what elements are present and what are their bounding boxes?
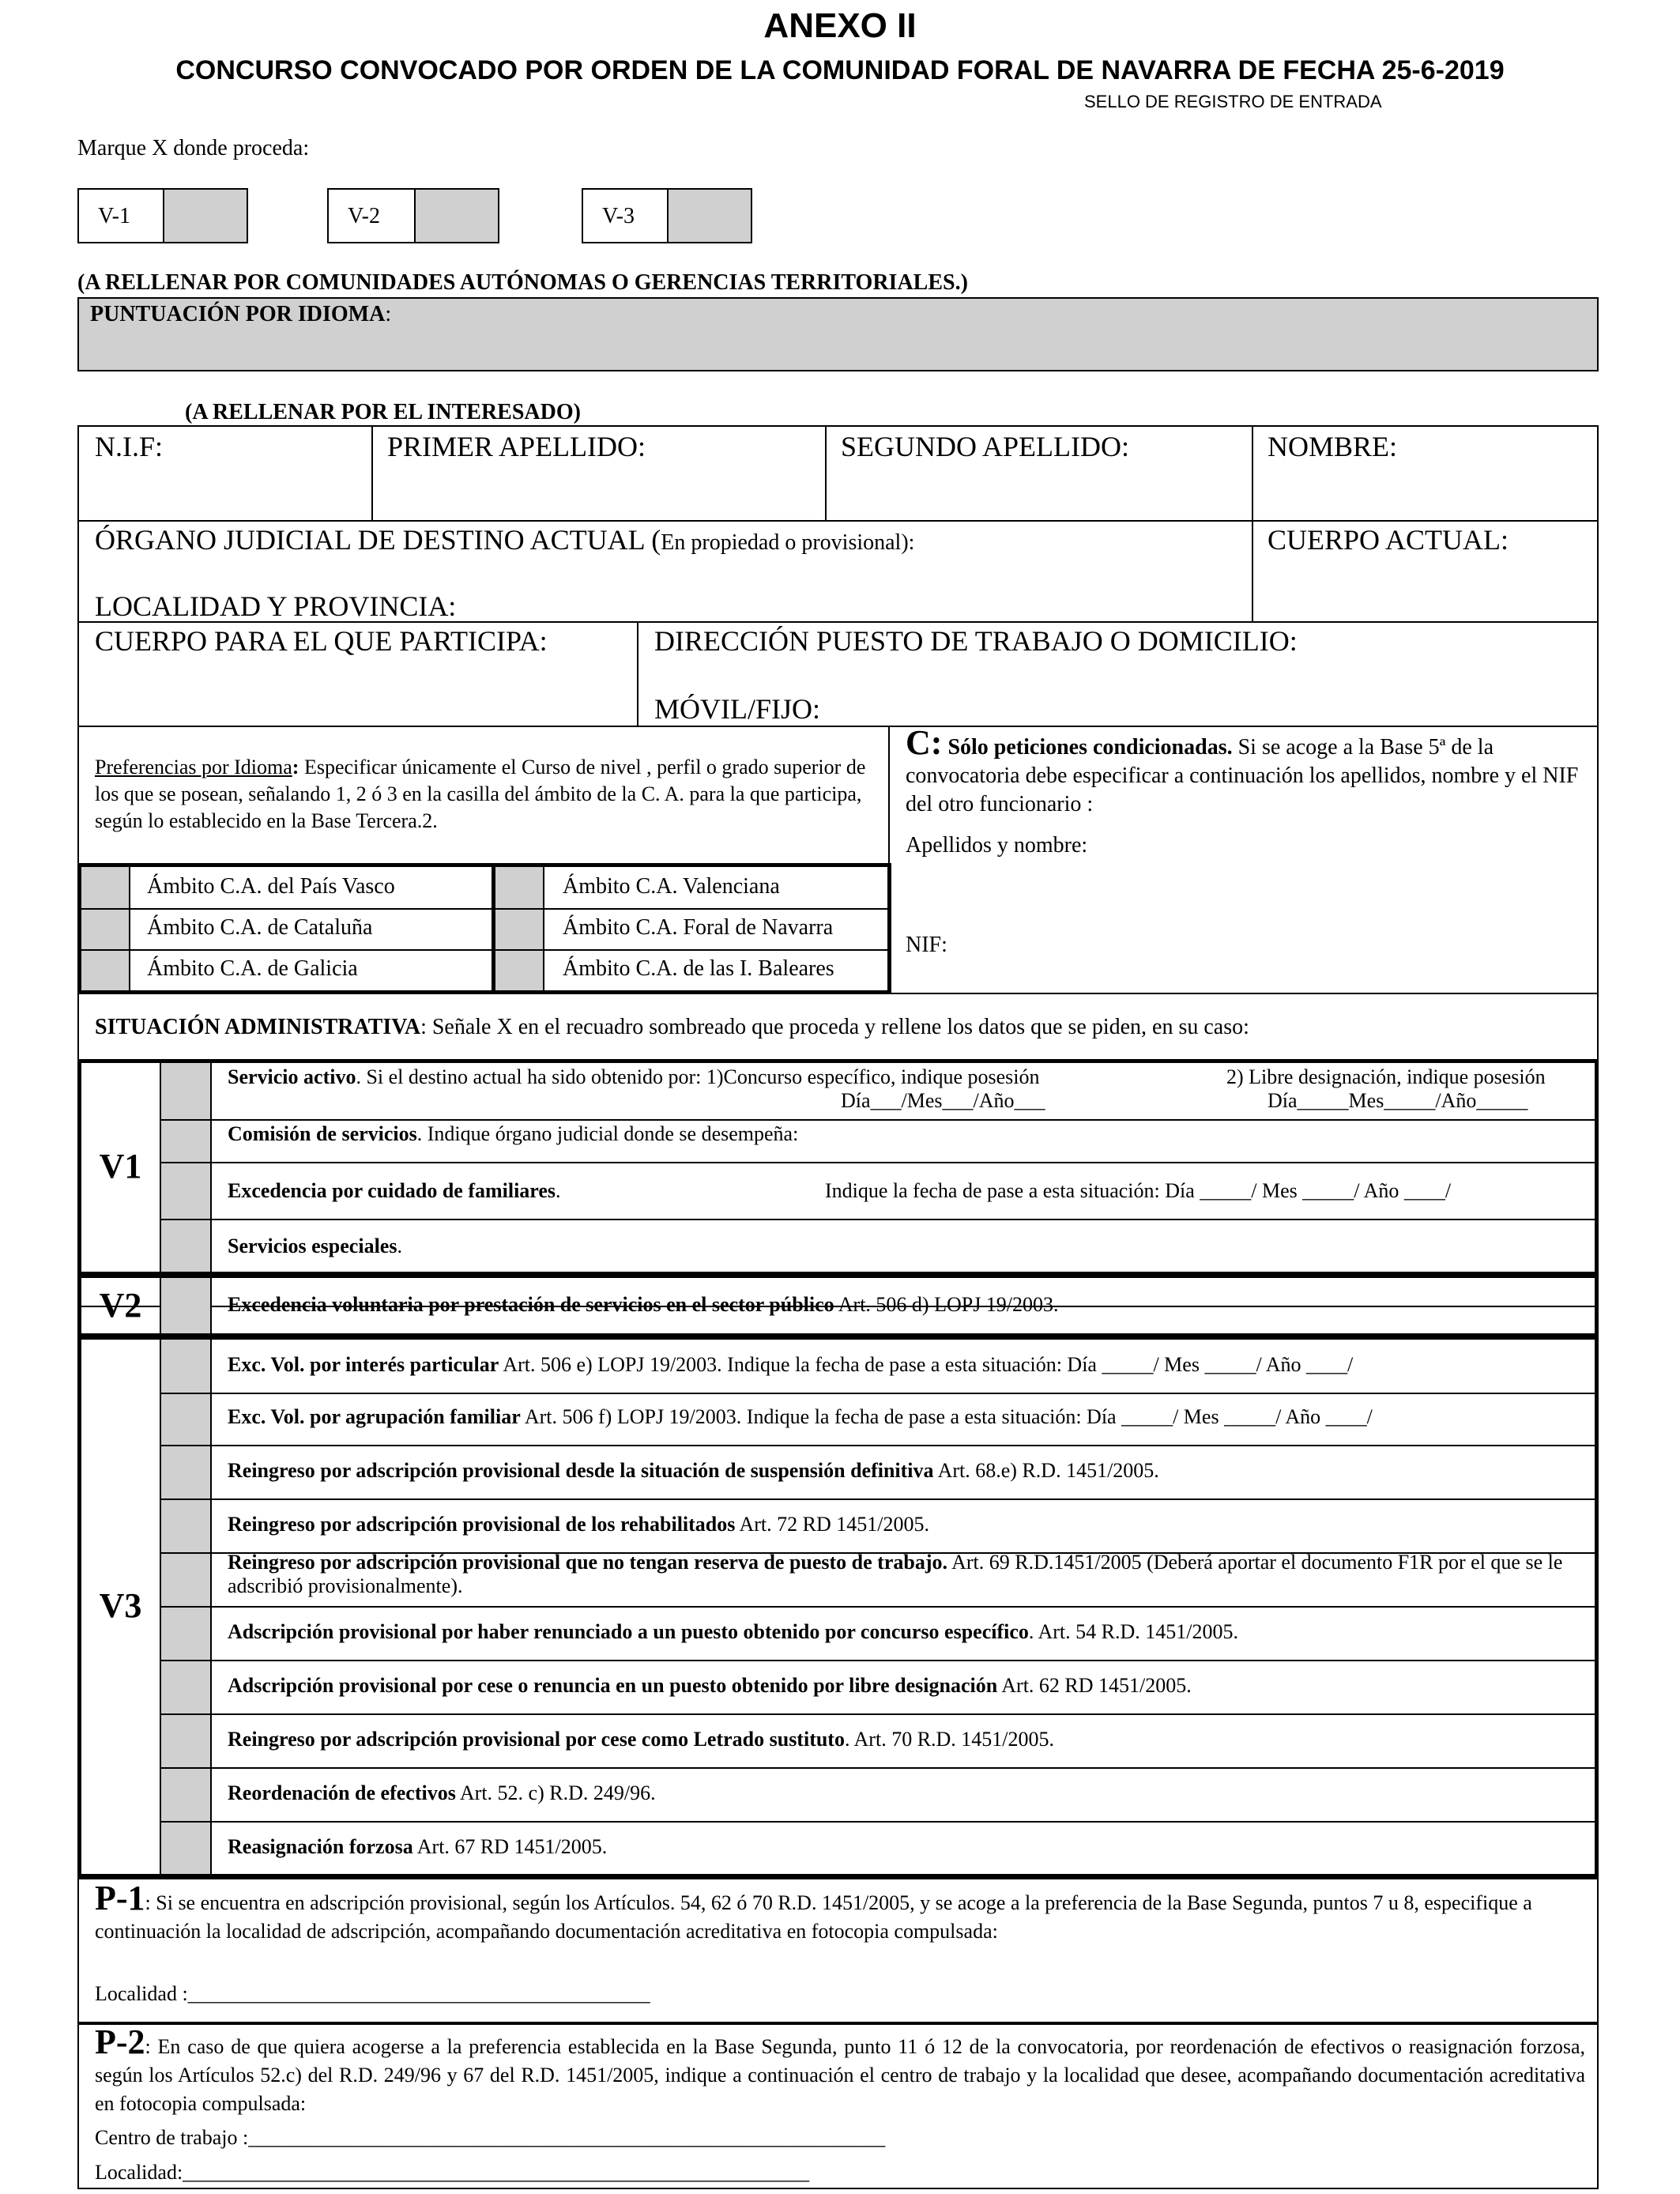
cuerpo-participa-input[interactable] [79, 661, 635, 726]
v3-option-text: Adscripción provisional por haber renunciado a un puesto obtenido por concurso específico. Art. 54 R.D. 1451/2005. [228, 1620, 1238, 1643]
v3-option-checkbox[interactable] [161, 1823, 210, 1874]
v3-option-checkbox[interactable] [161, 1554, 210, 1606]
ambito-pais-vasco-checkbox[interactable] [81, 867, 129, 908]
divider [825, 425, 827, 522]
p1-localidad-input[interactable] [204, 1979, 725, 2011]
v2-checkbox-label: V-2 [348, 204, 380, 228]
divider [161, 1119, 1595, 1121]
divider [161, 1445, 1595, 1446]
divider [161, 1393, 1595, 1394]
divider [161, 1767, 1595, 1769]
v3-option-checkbox[interactable] [161, 1715, 210, 1767]
ambito-label: Ámbito C.A. Foral de Navarra [563, 915, 834, 940]
cuerpo-actual-input[interactable] [1255, 558, 1596, 621]
v2-checkbox[interactable] [414, 190, 498, 242]
ambito-galicia-checkbox[interactable] [81, 951, 129, 990]
organo-label: ÓRGANO JUDICIAL DE DESTINO ACTUAL (En propiedad o provisional): [95, 524, 915, 556]
v3-option-text: Reingreso por adscripción provisional de los rehabilitados Art. 72 RD 1451/2005. [228, 1513, 929, 1536]
v3-option-text: Reasignación forzosa Art. 67 RD 1451/2005. [228, 1835, 608, 1858]
primer-apellido-label: PRIMER APELLIDO: [387, 431, 646, 462]
localidad-provincia-label: LOCALIDAD Y PROVINCIA: [95, 590, 457, 622]
v3-option-text: Reingreso por adscripción provisional por cese como Letrado sustituto. Art. 70 R.D. 1451/2005. [228, 1728, 1055, 1751]
situacion-text: SITUACIÓN ADMINISTRATIVA: Señale X en el recuadro sombreado que proceda y rellene los datos que se piden, en su caso: [95, 1015, 1249, 1039]
ambito-valenciana-checkbox[interactable] [495, 867, 543, 908]
ambito-label: Ámbito C.A. Valenciana [563, 874, 780, 899]
divider [161, 1606, 1595, 1608]
divider [81, 908, 887, 910]
v3-option-text: Adscripción provisional por cese o renuncia en un puesto obtenido por libre designación Art. 62 RD 1451/2005. [228, 1674, 1192, 1697]
p2-text: P-2: En caso de que quiera acogerse a la preferencia establecida en la Base Segunda, punto 11 ó 12 de la convocatoria, por reordenación de efectivos o reasignación forzosa, según los Artículos 52.c) del R.D. 249/96 y 67 del R.D. 1451/2005, indique a continuación el centro de trabajo y la localidad que desee, acompañando documentación acreditativa en fotocopia compulsada: [95, 2022, 1585, 2115]
stamp-label: SELLO DE REGISTRO DE ENTRADA [1084, 92, 1382, 111]
marque-label: Marque X donde proceda: [77, 136, 310, 160]
annex-title: ANEXO II [763, 6, 917, 45]
servicio-activo-date-2: Día_____Mes_____/Año_____ [1268, 1089, 1528, 1112]
cuerpo-actual-label: CUERPO ACTUAL: [1268, 524, 1509, 556]
v3-option-checkbox[interactable] [161, 1446, 210, 1498]
primer-apellido-input[interactable] [375, 474, 823, 518]
excedencia-familiares-text: Excedencia por cuidado de familiares. [228, 1179, 561, 1202]
servicio-activo-text-2: 2) Libre designación, indique posesión [1226, 1065, 1546, 1088]
p2-centro-input[interactable] [267, 2123, 1026, 2151]
ambito-label: Ámbito C.A. de Cataluña [147, 915, 373, 940]
divider [161, 1713, 1595, 1715]
v1-checkbox-label: V-1 [98, 204, 130, 228]
ambito-cataluna-checkbox[interactable] [81, 910, 129, 949]
condicionadas-nif-input[interactable] [956, 933, 1588, 964]
excedencia-familiares-checkbox[interactable] [161, 1163, 210, 1219]
nif-input[interactable] [79, 474, 370, 518]
v3-option-checkbox[interactable] [161, 1661, 210, 1713]
divider [81, 949, 887, 951]
ambito-baleares-checkbox[interactable] [495, 951, 543, 990]
ambito-label: Ámbito C.A. del País Vasco [147, 874, 395, 899]
divider [371, 425, 373, 522]
servicio-activo-checkbox[interactable] [161, 1063, 210, 1119]
divider [637, 623, 638, 727]
p2-centro-label: Centro de trabajo :______________________________________________________________ [95, 2126, 886, 2149]
preferencias-text: Preferencias por Idioma: Especificar únicamente el Curso de nivel , perfil o grado superior de los que se posean, señalando 1, 2 ó 3 en la casilla del ámbito de la C. A. para la que participa, según lo establecido en la Base Tercera.2. [95, 756, 866, 832]
divider [161, 1821, 1595, 1823]
p1-text: P-1: Si se encuentra en adscripción provisional, según los Artículos. 54, 62 ó 70 R.D. 1451/2005, y se acoge a la preferencia de la Base Segunda, puntos 7 u 8, especifique a continuación la localidad de adscripción, acompañando documentación acreditativa en fotocopia compulsada: [95, 1879, 1532, 1943]
excedencia-fecha-text: Indique la fecha de pase a esta situación: Día _____/ Mes _____/ Año ____/ [825, 1179, 1452, 1202]
v3-option-text: Exc. Vol. por agrupación familiar Art. 506 f) LOPJ 19/2003. Indique la fecha de pase a esta situación: Día _____/ Mes _____/ Año ____/ [228, 1405, 1373, 1428]
v3-checkbox-label: V-3 [602, 204, 635, 228]
condicionadas-apellidos-label: Apellidos y nombre: [906, 833, 1088, 858]
condicionadas-nif-label: NIF: [906, 933, 947, 957]
servicios-especiales-text: Servicios especiales. [228, 1235, 402, 1257]
p2-localidad-label: Localidad:_____________________________________________________________ [95, 2161, 810, 2184]
v3-option-text: Reordenación de efectivos Art. 52. c) R.D. 249/96. [228, 1781, 656, 1804]
v2-label: V2 [99, 1286, 142, 1325]
divider [161, 1219, 1595, 1220]
v3-option-checkbox[interactable] [161, 1608, 210, 1660]
servicio-activo-date-1: Día___/Mes___/Año___ [841, 1089, 1045, 1112]
comision-servicios-checkbox[interactable] [161, 1121, 210, 1162]
nombre-input[interactable] [1255, 474, 1596, 518]
organo-input[interactable] [79, 558, 1250, 586]
divider [161, 1162, 1595, 1163]
v2-checkbox-cell[interactable] [161, 1278, 212, 1333]
divider [543, 867, 544, 990]
p1-localidad-label: Localidad :_____________________________________________ [95, 1982, 650, 2005]
v2-checkbox-group [327, 188, 499, 243]
movil-fijo-label: MÓVIL/FIJO: [654, 693, 821, 725]
comision-servicios-text: Comisión de servicios. Indique órgano judicial donde se desempeña: [228, 1122, 799, 1145]
divider [129, 867, 130, 990]
v3-label: V3 [99, 1586, 142, 1625]
v3-option-text: Exc. Vol. por interés particular Art. 506 e) LOPJ 19/2003. Indique la fecha de pase a esta situación: Día _____/ Mes _____/ Año ____/ [228, 1353, 1354, 1376]
v3-option-checkbox[interactable] [161, 1769, 210, 1821]
cuerpo-participa-label: CUERPO PARA EL QUE PARTICIPA: [95, 625, 548, 657]
v2-text: Excedencia voluntaria por prestación de servicios en el sector público Art. 506 d) LOPJ 19/2003. [228, 1293, 1059, 1316]
condicionadas-text: C: Sólo peticiones condicionadas. Si se acoge a la Base 5ª de la convocatoria debe especificar a continuación los apellidos, nombre y el NIF del otro funcionario : [906, 723, 1579, 816]
page-title: CONCURSO CONVOCADO POR ORDEN DE LA COMUNIDAD FORAL DE NAVARRA DE FECHA 25-6-2019 [175, 55, 1505, 85]
servicios-especiales-checkbox[interactable] [161, 1220, 210, 1272]
servicio-activo-text: Servicio activo. Si el destino actual ha sido obtenido por: 1)Concurso específico, indique posesión [228, 1065, 1040, 1088]
nombre-label: NOMBRE: [1268, 431, 1398, 462]
v3-checkbox-group [582, 188, 752, 243]
condicionadas-apellidos-input[interactable] [906, 863, 1588, 926]
v1-label: V1 [99, 1147, 142, 1186]
nif-field-label: N.I.F: [95, 431, 164, 462]
interesado-note: (A RELLENAR POR EL INTERESADO) [185, 400, 581, 424]
p2-localidad-input[interactable] [193, 2158, 920, 2186]
v3-option-checkbox[interactable] [161, 1394, 210, 1445]
ambito-navarra-checkbox[interactable] [495, 910, 543, 949]
v1-checkbox[interactable] [163, 190, 247, 242]
v3-checkbox[interactable] [667, 190, 751, 242]
divider [161, 1660, 1595, 1661]
v3-option-checkbox[interactable] [161, 1340, 210, 1393]
divider [161, 1498, 1595, 1500]
ambito-label: Ámbito C.A. de las I. Baleares [563, 956, 834, 981]
direccion-input[interactable] [640, 661, 1596, 689]
v3-option-text: Reingreso por adscripción provisional que no tengan reserva de puesto de trabajo. Art. 69 R.D.1451/2005 (Deberá aportar el documento F1R por el que se le adscribió provisionalmente). [228, 1551, 1563, 1597]
puntuacion-label: PUNTUACIÓN POR IDIOMA: [90, 302, 392, 326]
ccaa-note: (A RELLENAR POR COMUNIDADES AUTÓNOMAS O GERENCIAS TERRITORIALES.) [77, 270, 968, 295]
ambito-label: Ámbito C.A. de Galicia [147, 956, 358, 981]
puntuacion-idioma-field[interactable] [77, 297, 1599, 371]
v3-option-checkbox[interactable] [161, 1500, 210, 1552]
v3-option-text: Reingreso por adscripción provisional desde la situación de suspensión definitiva Art. 68.e) R.D. 1451/2005. [228, 1459, 1159, 1482]
direccion-label: DIRECCIÓN PUESTO DE TRABAJO O DOMICILIO: [654, 625, 1298, 657]
segundo-apellido-input[interactable] [828, 474, 1250, 518]
segundo-apellido-label: SEGUNDO APELLIDO: [841, 431, 1129, 462]
v1-checkbox-group [77, 188, 248, 243]
